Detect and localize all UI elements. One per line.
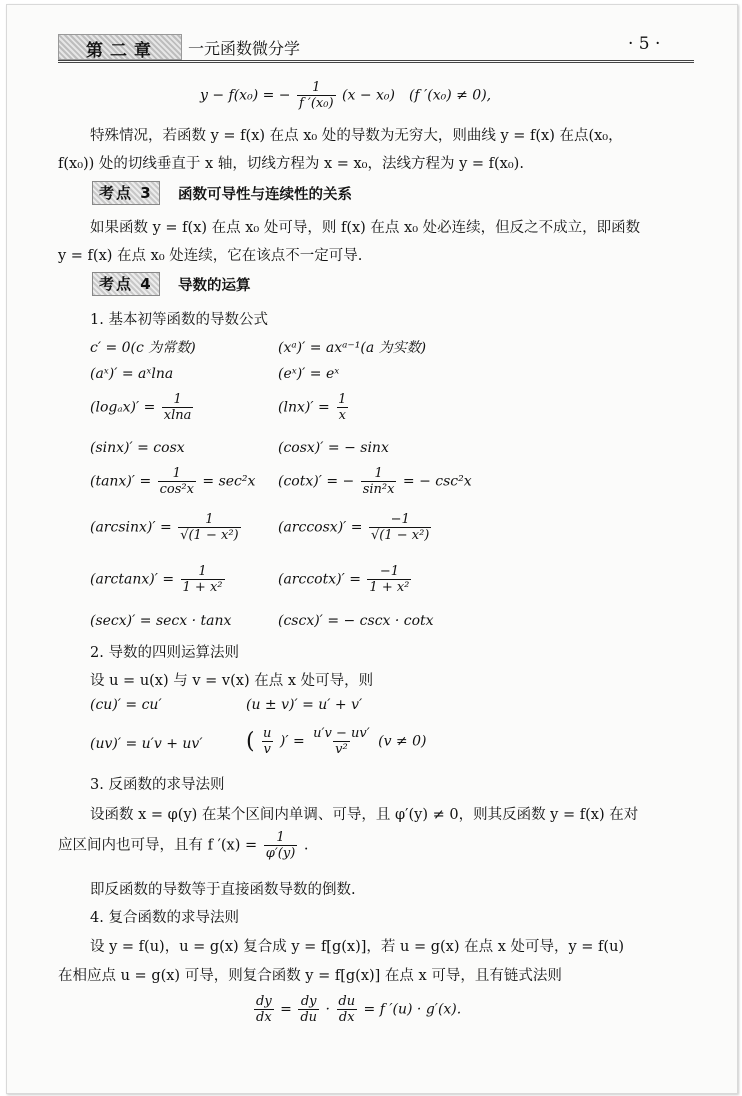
tan-fraction	[158, 466, 196, 497]
quotient-condition: (v ≠ 0)	[378, 733, 427, 750]
tan-right: = sec²x	[202, 473, 256, 490]
formula-sec: (secx)′ = secx · tanx	[90, 613, 232, 629]
rule-quotient	[246, 726, 426, 757]
arccot-fraction	[367, 564, 411, 595]
formula-sin: (sinx)′ = cosx	[90, 440, 185, 456]
kaodian-3-line-2: y = f(x) 在点 x₀ 处连续，它在该点不一定可导.	[58, 248, 363, 264]
kaodian-4-badge: 考点 4	[92, 272, 160, 296]
section-3-line-2	[58, 830, 309, 861]
section-3-line-1: 设函数 x = φ(y) 在某个区间内单调、可导，且 φ′(y) ≠ 0，则其反函数 y = f(x) 在对	[90, 807, 639, 823]
log-left: (logₐx)′ =	[90, 399, 156, 416]
rule-product: (uv)′ = u′v + uv′	[90, 736, 203, 752]
frac-denominator: du	[300, 1010, 318, 1025]
frac-denominator: 1 + x²	[182, 580, 223, 595]
dy-du-fraction	[298, 994, 319, 1025]
inverse-left: 应区间内也可导，且有 f ′(x) =	[58, 837, 258, 854]
arccot-left: (arccotx)′ =	[278, 571, 361, 588]
kaodian-3-line-1: 如果函数 y = f(x) 在点 x₀ 处可导，则 f(x) 在点 x₀ 处必连续，但反之不成立，即函数	[90, 220, 641, 236]
rule-constant-multiple: (cu)′ = cu′	[90, 697, 162, 713]
quotient-uv-fraction	[261, 726, 273, 757]
eq-right: (x − x₀) (f ′(x₀) ≠ 0),	[342, 87, 492, 104]
section-4-line-1: 设 y = f(u)，u = g(x) 复合成 y = f[g(x)]，若 u = g(x) 在点 x 处可导，y = f(u)	[90, 939, 625, 955]
ln-fraction	[336, 392, 348, 423]
normal-line-equation	[200, 80, 491, 111]
dot-sign: ·	[325, 1001, 330, 1018]
formula-csc: (cscx)′ = − cscx · cotx	[278, 613, 434, 629]
frac-numerator: du	[338, 994, 356, 1009]
frac-numerator: u′v − uv′	[313, 726, 370, 741]
log-fraction	[162, 392, 194, 423]
arctan-left: (arctanx)′ =	[90, 571, 175, 588]
rule-sum: (u ± v)′ = u′ + v′	[246, 697, 363, 713]
frac-denominator: φ′(y)	[265, 846, 296, 861]
frac-numerator: 1	[173, 392, 182, 407]
frac-denominator: sin²x	[362, 482, 395, 497]
chapter-title: 一元函数微分学	[188, 39, 301, 58]
eq-fraction	[297, 80, 336, 111]
section-1-heading: 1. 基本初等函数的导数公式	[90, 312, 268, 328]
quotient-mid: )′ =	[279, 733, 305, 750]
frac-numerator: 1	[172, 466, 181, 481]
frac-denominator: v²	[335, 742, 348, 757]
du-dx-fraction	[336, 994, 357, 1025]
frac-numerator: u	[263, 726, 272, 741]
ln-left: (lnx)′ =	[278, 399, 330, 416]
formula-log	[90, 392, 195, 423]
open-paren: (	[246, 729, 255, 754]
frac-numerator: 1	[374, 466, 383, 481]
chain-rule-result: = f ′(u) · g′(x).	[363, 1001, 462, 1018]
equals-sign: =	[280, 1001, 292, 1018]
frac-denominator: √(1 − x²)	[180, 528, 239, 543]
frac-numerator: 1	[338, 392, 347, 407]
frac-numerator: dy	[256, 994, 272, 1009]
formula-arctan	[90, 564, 227, 595]
formula-exponential: (aˣ)′ = aˣlna	[90, 366, 174, 382]
arccos-fraction	[369, 512, 431, 543]
formula-power: (xᵃ)′ = axᵃ⁻¹(a 为实数)	[278, 340, 427, 356]
eq-left: y − f(x₀) = −	[200, 87, 291, 104]
section-3-heading: 3. 反函数的求导法则	[90, 777, 225, 793]
cot-left: (cotx)′ = −	[278, 473, 355, 490]
arcsin-fraction	[178, 512, 240, 543]
formula-constant: c′ = 0(c 为常数)	[90, 340, 196, 356]
frac-numerator: −1	[379, 564, 399, 579]
special-case-line-2: f(x₀)) 处的切线垂直于 x 轴，切线方程为 x = x₀，法线方程为 y = f(x₀).	[58, 156, 524, 172]
frac-denominator: √(1 − x²)	[370, 528, 430, 543]
frac-numerator: 1	[205, 512, 214, 527]
section-2-intro: 设 u = u(x) 与 v = v(x) 在点 x 处可导，则	[90, 673, 374, 689]
kaodian-3-title: 函数可导性与连续性的关系	[178, 187, 352, 203]
section-3-line-3: 即反函数的导数等于直接函数导数的倒数.	[90, 882, 356, 898]
kaodian-4-title: 导数的运算	[178, 278, 251, 294]
chapter-label: 第二章	[86, 41, 158, 61]
inverse-right: .	[303, 837, 309, 854]
dy-dx-fraction	[254, 994, 274, 1025]
section-4-line-2: 在相应点 u = g(x) 可导，则复合函数 y = f[g(x)] 在点 x 可导，且有链式法则	[58, 968, 562, 984]
formula-ln	[278, 392, 350, 423]
quotient-result-fraction	[311, 726, 372, 757]
formula-arccot	[278, 564, 413, 595]
frac-denominator: xlna	[163, 408, 192, 423]
formula-tan	[90, 466, 255, 497]
frac-denominator: x	[338, 408, 346, 423]
frac-denominator: f ′(x₀)	[298, 96, 334, 111]
cot-fraction	[361, 466, 397, 497]
frac-denominator: v	[263, 742, 271, 757]
formula-arcsin	[90, 512, 243, 543]
arccos-left: (arccosx)′ =	[278, 519, 363, 536]
formula-natural-exp: (eˣ)′ = eˣ	[278, 366, 340, 382]
section-2-heading: 2. 导数的四则运算法则	[90, 645, 239, 661]
frac-denominator: 1 + x²	[369, 580, 410, 595]
frac-numerator: 1	[312, 80, 321, 95]
frac-denominator: dx	[338, 1010, 355, 1025]
frac-numerator: −1	[390, 512, 410, 527]
frac-denominator: dx	[256, 1010, 272, 1025]
page-number: · 5 ·	[628, 34, 661, 54]
cot-right: = − csc²x	[402, 473, 472, 490]
header-rule	[58, 60, 694, 63]
formula-cos: (cosx)′ = − sinx	[278, 440, 389, 456]
tan-left: (tanx)′ =	[90, 473, 152, 490]
chain-rule-formula	[252, 994, 461, 1025]
frac-numerator: 1	[276, 830, 285, 845]
special-case-line-1: 特殊情况，若函数 y = f(x) 在点 x₀ 处的导数为无穷大，则曲线 y = f(x) 在点(x₀，	[90, 128, 623, 144]
frac-numerator: dy	[300, 994, 317, 1009]
frac-numerator: 1	[198, 564, 207, 579]
frac-denominator: cos²x	[159, 482, 194, 497]
section-4-heading: 4. 复合函数的求导法则	[90, 910, 239, 926]
formula-cot	[278, 466, 472, 497]
formula-arccos	[278, 512, 433, 543]
arcsin-left: (arcsinx)′ =	[90, 519, 172, 536]
arctan-fraction	[181, 564, 225, 595]
kaodian-3-badge: 考点 3	[92, 181, 160, 205]
inverse-fraction	[264, 830, 298, 861]
